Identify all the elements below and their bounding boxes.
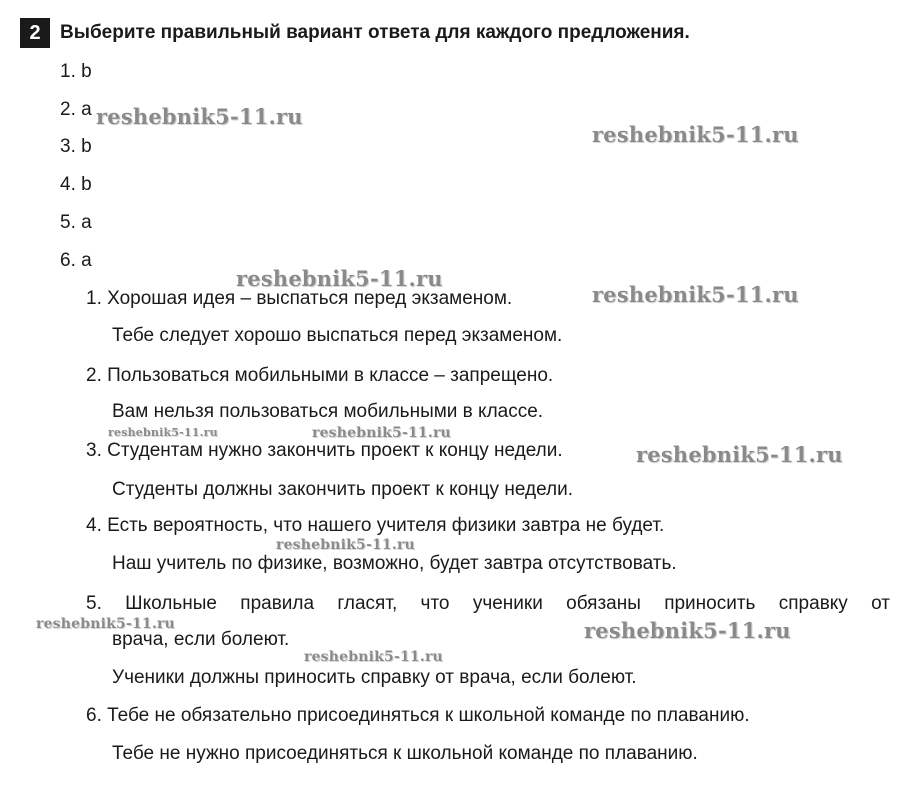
answer-item: 4. b: [60, 174, 92, 195]
sentence-rewrite: Ученики должны приносить справку от врача, если болеют.: [112, 667, 637, 688]
word: Школьные: [125, 593, 217, 614]
watermark: reshebnik5-11.ru: [584, 618, 791, 643]
watermark: reshebnik5-11.ru: [592, 122, 799, 147]
watermark: reshebnik5-11.ru: [96, 104, 303, 129]
sentence-rewrite: Наш учитель по физике, возможно, будет завтра отсутствовать.: [112, 553, 677, 574]
task-header: [20, 18, 690, 48]
word: 5.: [86, 593, 102, 614]
task-number-badge: 2: [20, 18, 50, 48]
watermark: reshebnik5-11.ru: [304, 649, 443, 665]
word: справку: [778, 593, 848, 614]
word: от: [871, 593, 890, 614]
sentence-original: 4. Есть вероятность, что нашего учителя физики завтра не будет.: [86, 515, 665, 536]
watermark: reshebnik5-11.ru: [108, 426, 218, 439]
sentence-original-continued: врача, если болеют.: [112, 629, 290, 650]
sentence-rewrite: Тебе следует хорошо выспаться перед экзаменом.: [112, 325, 563, 346]
watermark: reshebnik5-11.ru: [592, 282, 799, 307]
sentence-original: 2. Пользоваться мобильными в классе – запрещено.: [86, 365, 554, 386]
task-instruction: Выберите правильный вариант ответа для каждого предложения.: [60, 22, 690, 43]
answer-item: 5. a: [60, 212, 92, 233]
watermark: reshebnik5-11.ru: [312, 425, 451, 441]
word: приносить: [664, 593, 756, 614]
sentence-original-justified: [86, 592, 890, 616]
answer-item: 3. b: [60, 136, 92, 157]
answer-item: 6. a: [60, 250, 92, 271]
word: что: [420, 593, 450, 614]
answer-item: 1. b: [60, 61, 92, 82]
word: ученики: [472, 593, 543, 614]
word: обязаны: [566, 593, 641, 614]
watermark: reshebnik5-11.ru: [236, 266, 443, 291]
watermark: reshebnik5-11.ru: [36, 616, 175, 632]
sentence-rewrite: Тебе не нужно присоединяться к школьной команде по плаванию.: [112, 743, 698, 764]
sentence-rewrite: Вам нельзя пользоваться мобильными в классе.: [112, 401, 544, 422]
sentence-original: 3. Студентам нужно закончить проект к концу недели.: [86, 440, 563, 461]
watermark: reshebnik5-11.ru: [276, 537, 415, 553]
word: правила: [240, 593, 315, 614]
word: гласят,: [337, 593, 398, 614]
sentence-rewrite: Студенты должны закончить проект к концу недели.: [112, 479, 573, 500]
sentence-original: 1. Хорошая идея – выспаться перед экзаменом.: [86, 288, 513, 309]
watermark: reshebnik5-11.ru: [636, 442, 843, 467]
sentence-original: 6. Тебе не обязательно присоединяться к школьной команде по плаванию.: [86, 705, 750, 726]
answer-item: 2. a: [60, 99, 92, 120]
